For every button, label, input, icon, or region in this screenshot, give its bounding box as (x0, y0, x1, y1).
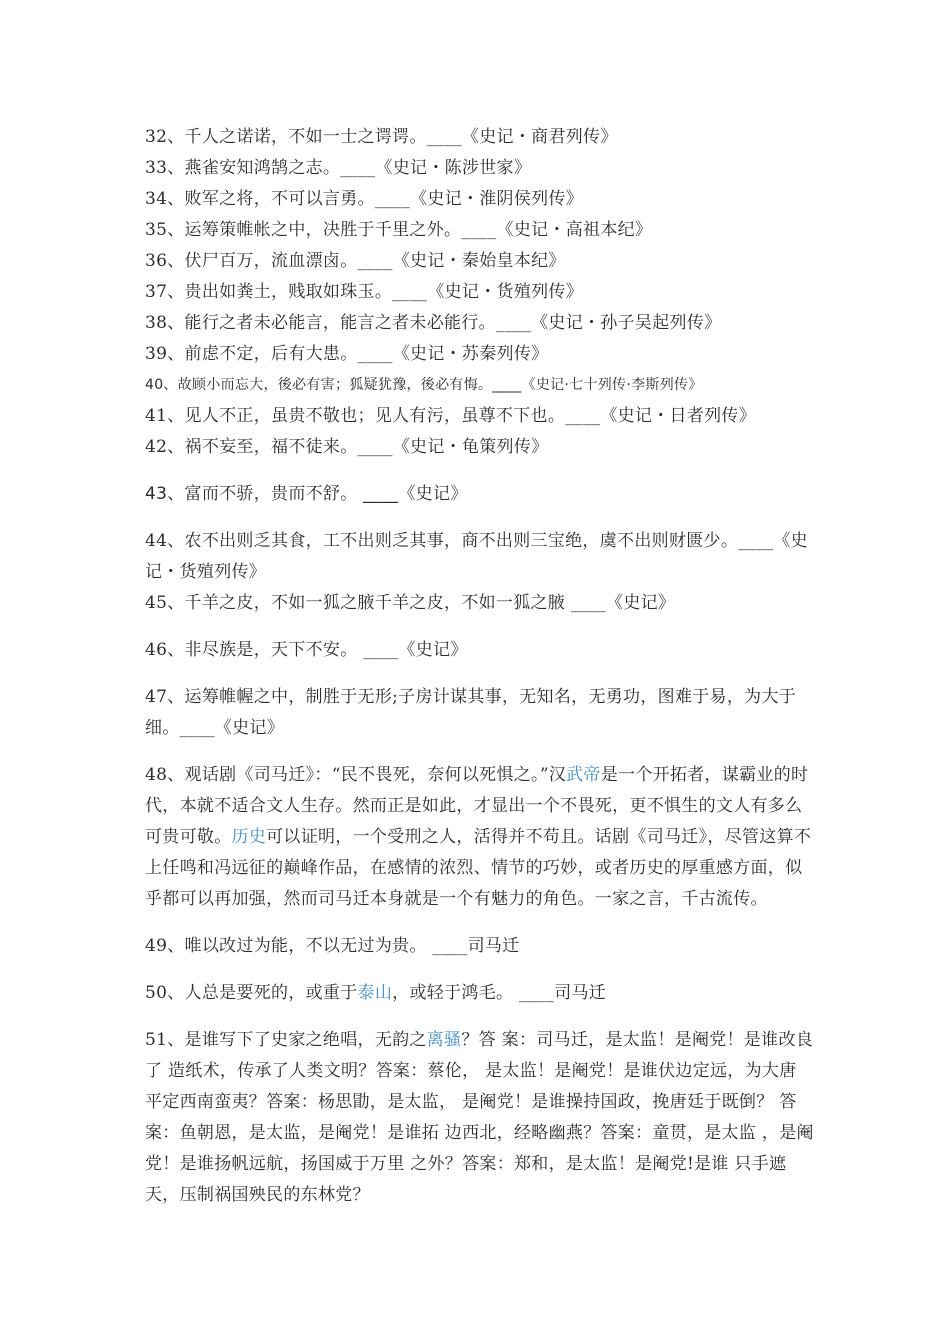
link-lishi[interactable]: 历史 (231, 827, 267, 847)
quote-49: 49、唯以改过为能，不以无过为贵。 ____司马迁 (145, 936, 520, 956)
p50-text-b: ，或轻于鸿毛。 ____司马迁 (392, 983, 607, 1003)
quote-46: 46、非尽族是，天下不安。 ____《史记》 (145, 640, 468, 660)
quote-33: 33、燕雀安知鸿鹄之志。____《史记・陈涉世家》 (145, 158, 532, 178)
quote-37: 37、贵出如粪土，贱取如珠玉。____《史记・货殖列传》 (145, 282, 584, 302)
quote-40: 40、故顾小而忘大，後必有害；狐疑犹豫，後必有悔。____《史记·七十列传·李斯列传》 (145, 377, 703, 393)
quote-43: 43、富而不骄，贵而不舒。 ____《史记》 (145, 484, 468, 504)
quote-42: 42、祸不妄至，福不徒来。____《史记・龟策列传》 (145, 437, 549, 457)
paragraph-48 (145, 760, 815, 915)
link-lisao[interactable]: 离骚 (426, 1030, 462, 1050)
p48-text-b: 是一个开拓者，谋霸业的时代，本就不适合文人生存。然而正是如此，才显出一个不畏死，更不惧生的文人有多么可贵可敬。 (145, 765, 809, 847)
p50-text-a: 50、人总是要死的，或重于 (145, 983, 358, 1003)
quote-34: 34、败军之将，不可以言勇。____《史记・淮阴侯列传》 (145, 189, 584, 209)
quote-38: 38、能行之者未必能言，能言之者未必能行。____《史记・孙子吴起列传》 (145, 313, 722, 333)
document-page (145, 122, 815, 1211)
paragraph-51 (145, 1025, 815, 1211)
p48-text-c: 可以证明，一个受刑之人，活得并不苟且。话剧《司马迁》，尽管这算不上任鸣和冯远征的巅峰作品，在感情的浓烈、情节的巧妙，或者历史的厚重感方面，似乎都可以再加强，然而司马迁本身就是一个有魅力的角色。一家之言，千古流传。 (145, 827, 812, 909)
quote-32: 32、千人之诺诺，不如一士之谔谔。____《史记・商君列传》 (145, 127, 618, 147)
quote-36: 36、伏尸百万，流血漂卤。____《史记・秦始皇本纪》 (145, 251, 566, 271)
link-wudi[interactable]: 武帝 (566, 765, 601, 785)
p51-text-a: 51、是谁写下了史家之绝唱，无韵之 (145, 1030, 427, 1050)
quote-50 (145, 978, 815, 1009)
quote-47: 47、运筹帷幄之中，制胜于无形;子房计谋其事，无知名，无勇功，图难于易，为大于细。____《史记》 (145, 687, 797, 738)
quote-45: 45、千羊之皮，不如一狐之腋千羊之皮，不如一狐之腋 ____《史记》 (145, 593, 676, 613)
quote-35: 35、运筹策帷帐之中，决胜于千里之外。____《史记・高祖本纪》 (145, 220, 653, 240)
quote-41: 41、见人不正，虽贵不敬也；见人有污，虽尊不下也。____《史记・日者列传》 (145, 406, 757, 426)
link-taishan[interactable]: 泰山 (357, 983, 393, 1003)
quote-44: 44、农不出则乏其食，工不出则乏其事，商不出则三宝绝，虞不出则财匮少。____《史记・货殖列传》 (145, 531, 808, 582)
p51-text-b: ？答 案：司马迁，是太监！是阉党！是谁改良了 造纸术，传承了人类文明？答案：蔡伦， 是太监！是阉党！是谁伏边定远，为大唐 平定西南蛮夷？答案：杨思勖，是太监， 是阉党！是谁操持国政，挽唐廷于既倒？ 答案：鱼朝恩，是太监，是阉党！是谁拓 边西北，经略幽燕？答案：童贯，是太监 ，是阉党！是谁扬帆远航，扬国威于万里 之外？答案：郑和，是太监！是阉党!是谁 只手遮天，压制祸国殃民的东林党？ (145, 1030, 814, 1205)
p48-text-a: 48、观话剧《司马迁》：“民不畏死，奈何以死惧之。”汉 (145, 765, 567, 785)
quote-39: 39、前虑不定，后有大患。____《史记・苏秦列传》 (145, 344, 549, 364)
